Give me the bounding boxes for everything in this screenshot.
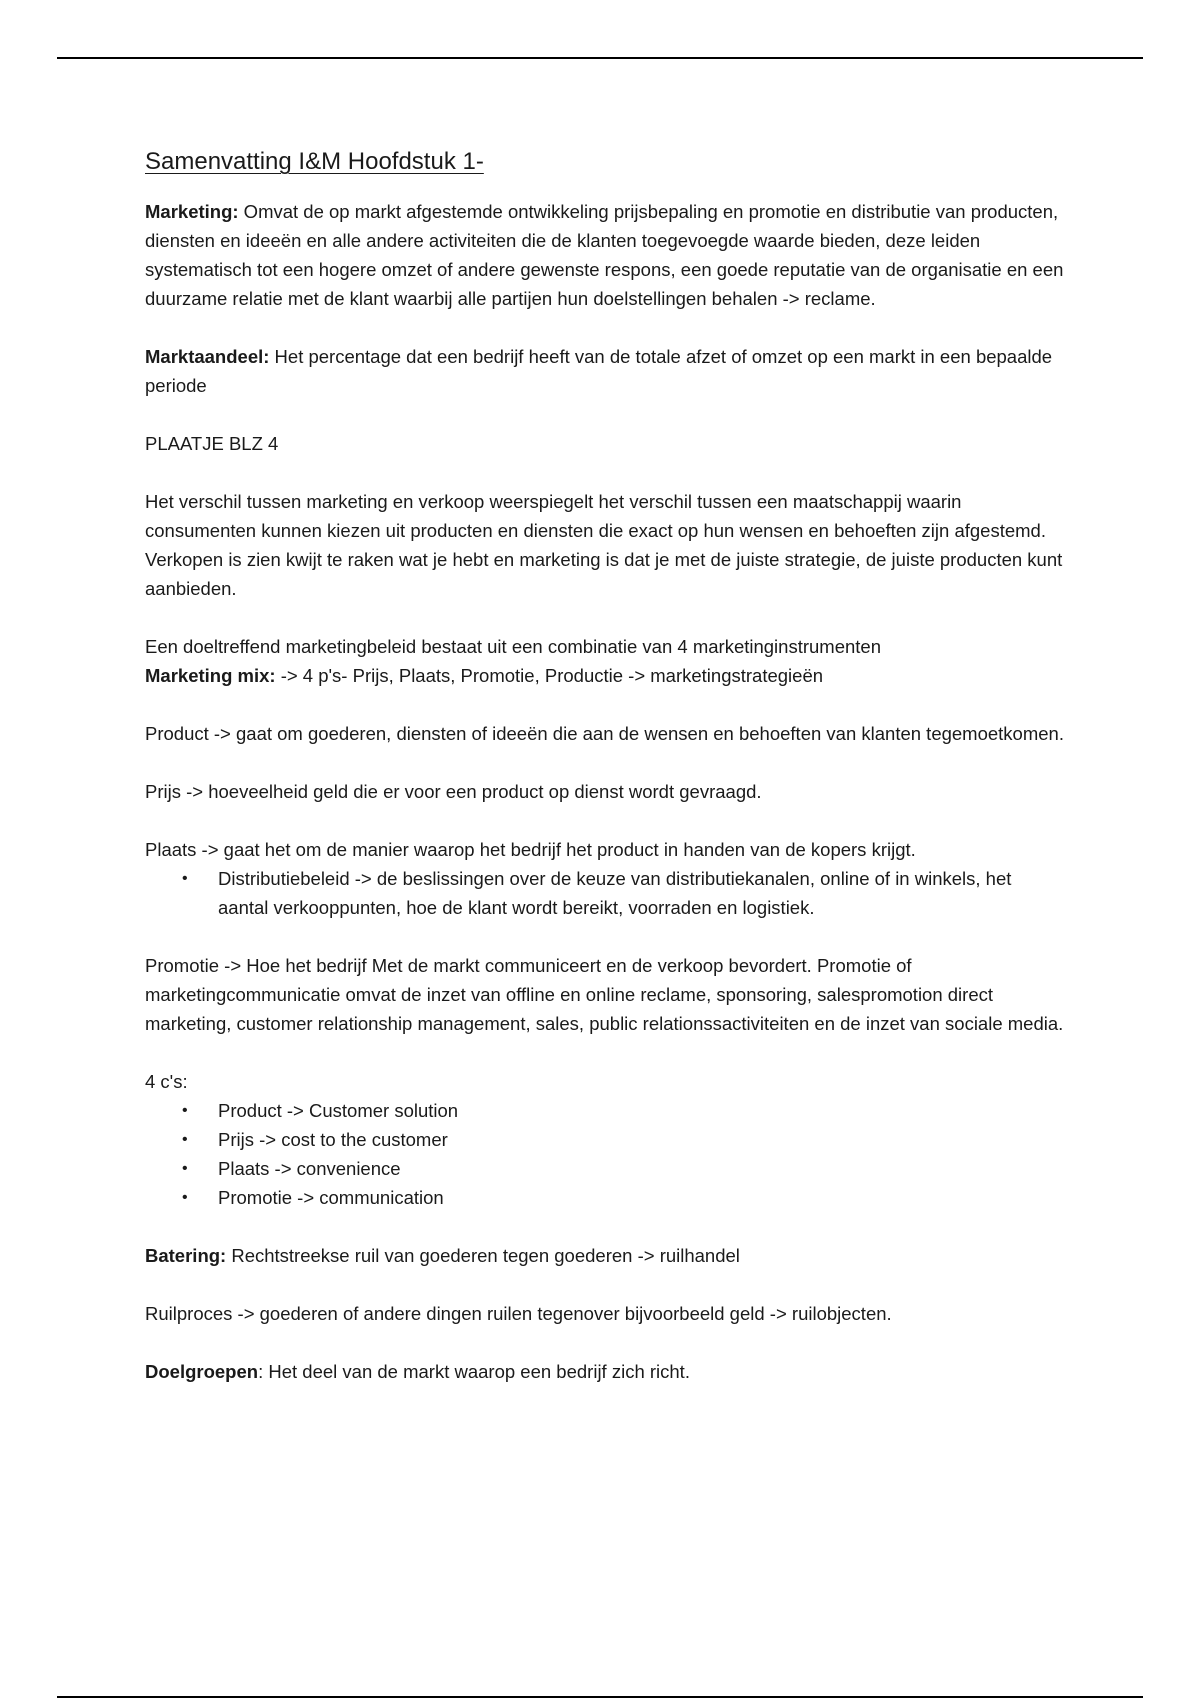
- term-marketing-mix: Marketing mix:: [145, 665, 276, 686]
- term-marktaandeel: Marktaandeel:: [145, 346, 270, 367]
- paragraph-prijs: Prijs -> hoeveelheid geld die er voor een product op dienst wordt gevraagd.: [145, 781, 762, 802]
- bullet-icon: •: [182, 870, 188, 887]
- definition-doelgroepen: : Het deel van de markt waarop een bedrijf zich richt.: [258, 1361, 690, 1382]
- paragraph-plaatje: PLAATJE BLZ 4: [145, 433, 279, 454]
- plaats-bullet-list: [145, 864, 1065, 922]
- list-item: [145, 1096, 1065, 1125]
- list-item-text: Prijs -> cost to the customer: [218, 1129, 448, 1150]
- paragraph-promotie: Promotie -> Hoe het bedrijf Met de markt communiceert en de verkoop bevordert. Promotie of marketingcommunicatie omvat de inzet van offline en online reclame, sponsoring, salespromotion direct marketing, customer relationship management, sales, public relationssactiviteiten en de inzet van sociale media.: [145, 955, 1064, 1034]
- paragraph-marketing-mix: [145, 661, 1065, 690]
- list-item: [145, 1183, 1065, 1212]
- list-item: [145, 1154, 1065, 1183]
- term-batering: Batering:: [145, 1245, 227, 1266]
- definition-marketing-mix: -> 4 p's- Prijs, Plaats, Promotie, Productie -> marketingstrategieën: [275, 665, 824, 686]
- term-marketing: Marketing:: [145, 201, 239, 222]
- definition-batering: Rechtstreekse ruil van goederen tegen goederen -> ruilhandel: [226, 1245, 740, 1266]
- paragraph-plaats: Plaats -> gaat het om de manier waarop het bedrijf het product in handen van de kopers krijgt.: [145, 839, 916, 860]
- paragraph-beleid: Een doeltreffend marketingbeleid bestaat uit een combinatie van 4 marketinginstrumenten: [145, 636, 881, 657]
- bottom-rule: [57, 1696, 1143, 1698]
- list-item: [145, 864, 1065, 922]
- bullet-icon: •: [182, 1189, 188, 1206]
- document-body: [145, 144, 1065, 1415]
- definition-marktaandeel: Het percentage dat een bedrijf heeft van de totale afzet of omzet op een markt in een bepaalde periode: [145, 346, 1053, 396]
- cs-heading: 4 c's:: [145, 1071, 188, 1092]
- list-item-text: Plaats -> convenience: [218, 1158, 401, 1179]
- top-rule: [57, 57, 1143, 59]
- cs-bullet-list: [145, 1096, 1065, 1212]
- paragraph-ruilproces: Ruilproces -> goederen of andere dingen ruilen tegenover bijvoorbeeld geld -> ruilobjecten.: [145, 1303, 892, 1324]
- list-item-text: Product -> Customer solution: [218, 1100, 459, 1121]
- page-title: Samenvatting I&M Hoofdstuk 1-: [145, 148, 484, 175]
- paragraph-verschil: Het verschil tussen marketing en verkoop weerspiegelt het verschil tussen een maatschappij waarin consumenten kunnen kiezen uit producten en diensten die exact op hun wensen en behoeften zijn afgestemd. Verkopen is zien kwijt te raken wat je hebt en marketing is dat je met de juiste strategie, de juiste producten kunt aanbieden.: [145, 491, 1063, 599]
- list-item: [145, 1125, 1065, 1154]
- paragraph-doelgroepen: [145, 1357, 1065, 1386]
- paragraph-product: Product -> gaat om goederen, diensten of ideeën die aan de wensen en behoeften van klanten tegemoetkomen.: [145, 723, 1064, 744]
- paragraph-marktaandeel: [145, 342, 1065, 400]
- list-item-text: Distributiebeleid -> de beslissingen over de keuze van distributiekanalen, online of in winkels, het aantal verkooppunten, hoe de klant wordt bereikt, voorraden en logistiek.: [218, 868, 1012, 918]
- paragraph-batering: [145, 1241, 1065, 1270]
- list-item-text: Promotie -> communication: [218, 1187, 444, 1208]
- bullet-icon: •: [182, 1102, 188, 1119]
- paragraph-marketing: [145, 197, 1065, 313]
- term-doelgroepen: Doelgroepen: [145, 1361, 259, 1382]
- bullet-icon: •: [182, 1131, 188, 1148]
- bullet-icon: •: [182, 1160, 188, 1177]
- definition-marketing: Omvat de op markt afgestemde ontwikkeling prijsbepaling en promotie en distributie van producten, diensten en ideeën en alle andere activiteiten die de klanten toegevoegde waarde bieden, deze leiden systematisch tot een hogere omzet of andere gewenste respons, een goede reputatie van de organisatie en een duurzame relatie met de klant waarbij alle partijen hun doelstellingen behalen -> reclame.: [145, 201, 1064, 309]
